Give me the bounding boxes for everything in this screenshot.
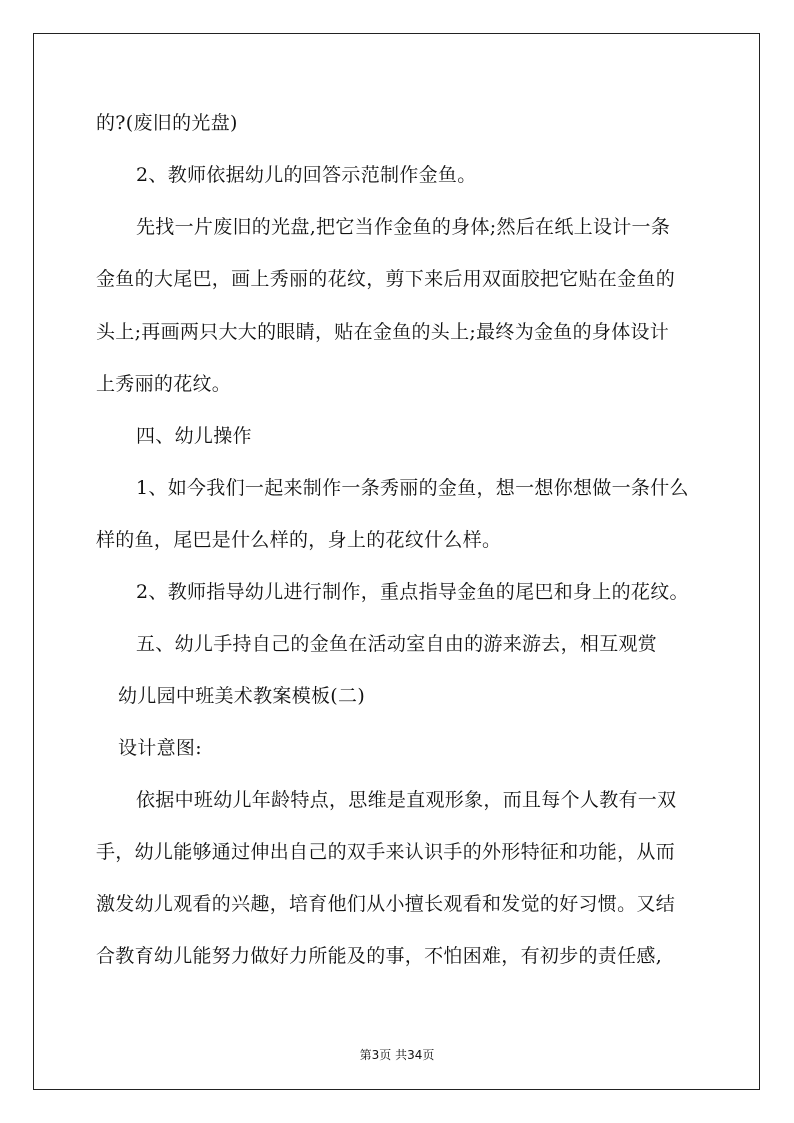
text-line-3: 先找一片废旧的光盘,把它当作金鱼的身体;然后在纸上设计一条 <box>136 216 671 238</box>
text-line-1: 的?(废旧的光盘) <box>96 112 238 134</box>
text-line-10: 2、教师指导幼儿进行制作，重点指导金鱼的尾巴和身上的花纹。 <box>136 581 689 603</box>
text-line-4: 金鱼的大尾巴，画上秀丽的花纹，剪下来后用双面胶把它贴在金鱼的 <box>96 268 676 290</box>
text-line-9: 样的鱼，尾巴是什么样的，身上的花纹什么样。 <box>96 529 502 551</box>
text-line-17: 合教育幼儿能努力做好力所能及的事，不怕困难，有初步的责任感, <box>96 945 663 967</box>
page-number-footer: 第3页 共34页 <box>359 1048 435 1062</box>
text-line-5: 头上;再画两只大大的眼睛，贴在金鱼的头上;最终为金鱼的身体设计 <box>96 321 670 343</box>
section-heading-5: 五、幼儿手持自己的金鱼在活动室自由的游来游去，相互观赏 <box>136 633 658 655</box>
text-line-16: 激发幼儿观看的兴趣，培育他们从小擅长观看和发觉的好习惯。又结 <box>96 893 676 915</box>
text-line-6: 上秀丽的花纹。 <box>96 373 232 395</box>
text-line-2: 2、教师依据幼儿的回答示范制作金鱼。 <box>136 164 477 186</box>
text-line-14: 依据中班幼儿年龄特点，思维是直观形象，而且每个人教有一双 <box>136 789 677 811</box>
design-intent-heading: 设计意图: <box>118 737 202 759</box>
document-title: 幼儿园中班美术教案模板(二) <box>118 685 366 707</box>
text-line-8: 1、如今我们一起来制作一条秀丽的金鱼，想一想你想做一条什么 <box>136 477 689 499</box>
section-heading-4: 四、幼儿操作 <box>136 425 252 447</box>
page-border <box>33 33 760 1090</box>
text-line-15: 手，幼儿能够通过伸出自己的双手来认识手的外形特征和功能，从而 <box>96 841 676 863</box>
